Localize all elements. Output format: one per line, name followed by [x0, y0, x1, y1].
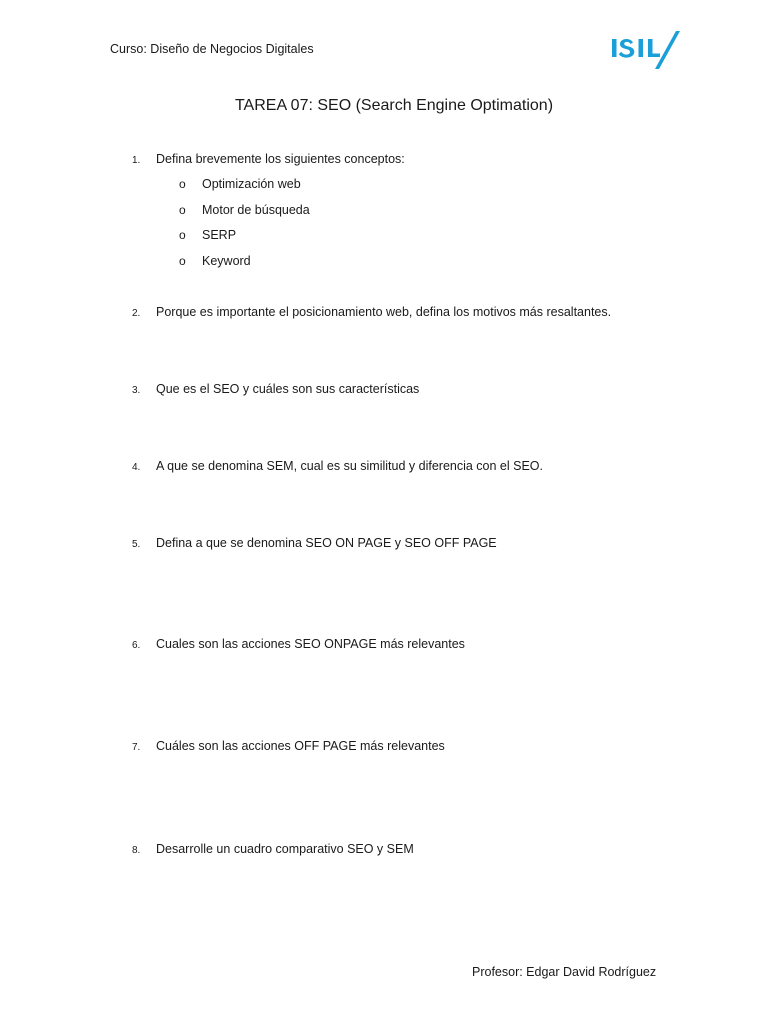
sub-list-item-text: Motor de búsqueda [202, 203, 310, 217]
list-item [132, 842, 414, 856]
list-item-text: Desarrolle un cuadro comparativo SEO y SEM [156, 842, 414, 856]
list-item-text: Cuales son las acciones SEO ONPAGE más relevantes [156, 637, 465, 651]
sub-list-item [179, 177, 301, 191]
sub-list-item [179, 203, 310, 217]
bullet-icon: o [179, 254, 186, 268]
list-item-text: Defina a que se denomina SEO ON PAGE y SEO OFF PAGE [156, 536, 497, 550]
list-item-number: 8. [132, 845, 141, 856]
list-item-number: 5. [132, 539, 141, 550]
list-item-text: Cuáles son las acciones OFF PAGE más relevantes [156, 739, 445, 753]
list-item [132, 637, 465, 651]
list-item [132, 305, 611, 319]
list-item-text: Que es el SEO y cuáles son sus características [156, 382, 420, 396]
list-item-number: 4. [132, 462, 141, 473]
list-item-text: A que se denomina SEM, cual es su similitud y diferencia con el SEO. [156, 459, 543, 473]
list-item-number: 6. [132, 640, 141, 651]
list-item [132, 152, 405, 166]
list-item [132, 382, 419, 396]
list-item-text: Porque es importante el posicionamiento web, defina los motivos más resaltantes. [156, 305, 612, 319]
bullet-icon: o [179, 177, 186, 191]
sub-list-item-text: Keyword [202, 254, 251, 268]
sub-list-item-text: Optimización web [202, 177, 301, 191]
list-item [132, 739, 445, 753]
list-item-text: Defina brevemente los siguientes conceptos: [156, 152, 405, 166]
bullet-icon: o [179, 228, 186, 242]
sub-list-item-text: SERP [202, 228, 237, 242]
list-item [132, 536, 497, 550]
list-item-number: 1. [132, 155, 141, 166]
list-item-number: 3. [132, 385, 141, 396]
sub-list-item [179, 228, 236, 242]
professor-footer: Profesor: Edgar David Rodríguez [472, 965, 657, 979]
bullet-icon: o [179, 203, 186, 217]
list-item-number: 2. [132, 308, 141, 319]
isil-logo [610, 30, 686, 70]
course-header: Curso: Diseño de Negocios Digitales [110, 42, 314, 56]
sub-list-item [179, 254, 251, 268]
list-item [132, 459, 543, 473]
page-title: TAREA 07: SEO (Search Engine Optimation) [234, 97, 554, 114]
list-item-number: 7. [132, 742, 141, 753]
